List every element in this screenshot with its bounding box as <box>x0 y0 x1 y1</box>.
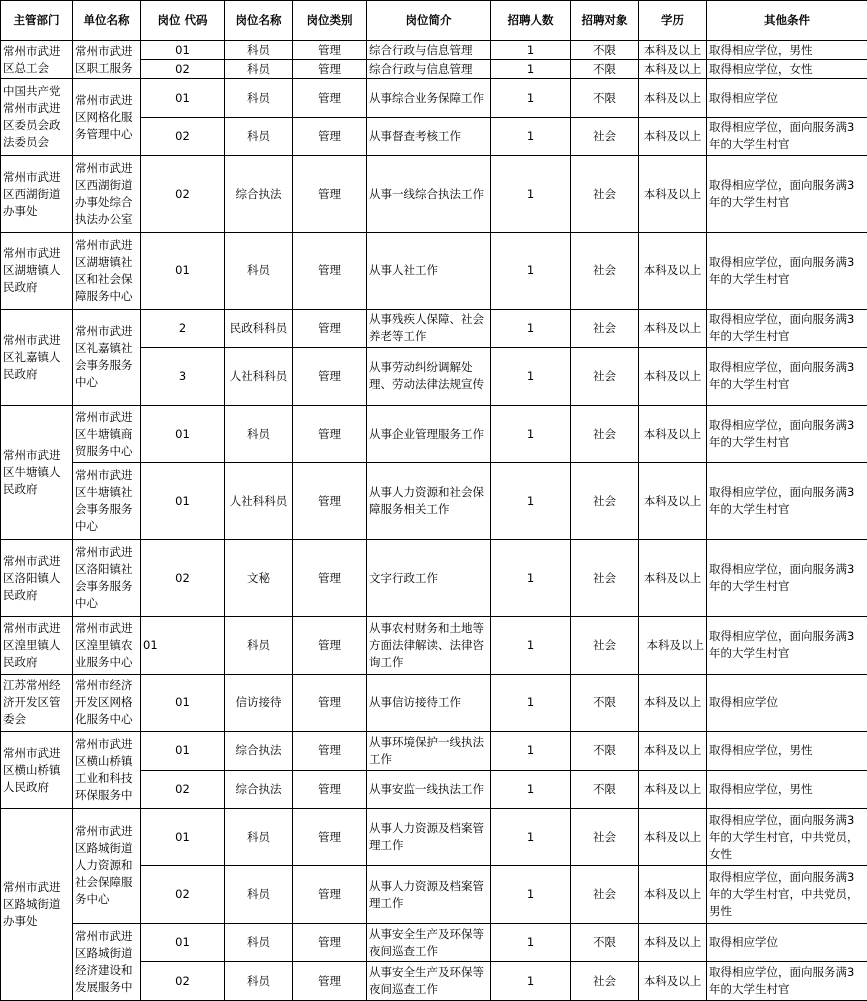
code-cell: 01 <box>141 79 225 117</box>
other-cell: 取得相应学位，男性 <box>707 770 867 808</box>
dept-cell: 常州市武进区湖塘镇人民政府 <box>1 232 73 309</box>
code-cell: 3 <box>141 348 225 406</box>
target-cell: 社会 <box>571 808 639 866</box>
category-cell: 管理 <box>293 60 367 79</box>
target-cell: 社会 <box>571 866 639 924</box>
other-cell: 取得相应学位 <box>707 79 867 117</box>
desc-cell: 从事农村财务和土地等方面法律解读、法律咨询工作 <box>367 616 491 674</box>
post-name-cell: 科员 <box>225 41 293 60</box>
table-row <box>1 232 867 309</box>
desc-cell: 从事综合业务保障工作 <box>367 79 491 117</box>
category-cell: 管理 <box>293 309 367 347</box>
edu-cell: 本科及以上 <box>639 117 707 155</box>
unit-cell: 常州市武进区礼嘉镇社会事务服务中心 <box>73 309 141 405</box>
header-other: 其他条件 <box>707 1 867 41</box>
category-cell: 管理 <box>293 232 367 309</box>
other-cell: 取得相应学位，面向服务满3年的大学生村官 <box>707 616 867 674</box>
category-cell: 管理 <box>293 117 367 155</box>
edu-cell: 本科及以上 <box>639 770 707 808</box>
other-cell: 取得相应学位，面向服务满3年的大学生村官 <box>707 540 867 617</box>
other-cell: 取得相应学位，女性 <box>707 60 867 79</box>
target-cell: 社会 <box>571 540 639 617</box>
dept-cell: 常州市武进区横山桥镇人民政府 <box>1 732 73 809</box>
category-cell: 管理 <box>293 348 367 406</box>
dept-cell: 常州市武进区总工会 <box>1 41 73 79</box>
post-name-cell: 综合执法 <box>225 732 293 770</box>
other-cell: 取得相应学位，面向服务满3年的大学生村官 <box>707 117 867 155</box>
unit-cell: 常州市武进区职工服务 <box>73 41 141 79</box>
code-cell: 02 <box>141 156 225 233</box>
code-cell: 01 <box>141 405 225 463</box>
other-cell: 取得相应学位，男性 <box>707 732 867 770</box>
target-cell: 社会 <box>571 117 639 155</box>
count-cell: 1 <box>491 463 571 540</box>
dept-cell: 常州市武进区牛塘镇人民政府 <box>1 405 73 539</box>
category-cell: 管理 <box>293 405 367 463</box>
desc-cell: 文字行政工作 <box>367 540 491 617</box>
desc-cell: 从事劳动纠纷调解处理、劳动法律法规宣传 <box>367 348 491 406</box>
target-cell: 社会 <box>571 405 639 463</box>
code-cell: 01 <box>141 463 225 540</box>
count-cell: 1 <box>491 41 571 60</box>
header-code: 岗位 代码 <box>141 1 225 41</box>
other-cell: 取得相应学位 <box>707 674 867 732</box>
target-cell: 不限 <box>571 732 639 770</box>
unit-cell: 常州市武进区牛塘镇社会事务服务中心 <box>73 463 141 540</box>
other-cell: 取得相应学位，面向服务满3年的大学生村官 <box>707 348 867 406</box>
desc-cell: 从事人力资源及档案管理工作 <box>367 808 491 866</box>
target-cell: 社会 <box>571 616 639 674</box>
other-cell: 取得相应学位，面向服务满3年的大学生村官，中共党员，女性 <box>707 808 867 866</box>
post-name-cell: 综合执法 <box>225 770 293 808</box>
header-target: 招聘对象 <box>571 1 639 41</box>
unit-cell: 常州市经济开发区网格化服务中心 <box>73 674 141 732</box>
table-row <box>1 924 867 962</box>
other-cell: 取得相应学位 <box>707 924 867 962</box>
table-row <box>1 616 867 674</box>
count-cell: 1 <box>491 232 571 309</box>
category-cell: 管理 <box>293 732 367 770</box>
header-row <box>1 1 867 41</box>
table-row <box>1 540 867 617</box>
desc-cell: 从事一线综合执法工作 <box>367 156 491 233</box>
post-name-cell: 科员 <box>225 962 293 1001</box>
table-row <box>1 732 867 770</box>
post-name-cell: 科员 <box>225 232 293 309</box>
count-cell: 1 <box>491 156 571 233</box>
category-cell: 管理 <box>293 463 367 540</box>
header-dept: 主管部门 <box>1 1 73 41</box>
edu-cell: 本科及以上 <box>639 405 707 463</box>
count-cell: 1 <box>491 309 571 347</box>
other-cell: 取得相应学位，面向服务满3年的大学生村官 <box>707 405 867 463</box>
unit-cell: 常州市武进区网格化服务管理中心 <box>73 79 141 156</box>
post-name-cell: 民政科科员 <box>225 309 293 347</box>
target-cell: 不限 <box>571 674 639 732</box>
category-cell: 管理 <box>293 616 367 674</box>
desc-cell: 从事安全生产及环保等夜间巡查工作 <box>367 962 491 1001</box>
count-cell: 1 <box>491 962 571 1001</box>
header-edu: 学历 <box>639 1 707 41</box>
desc-cell: 从事人力资源及档案管理工作 <box>367 866 491 924</box>
table-row <box>1 156 867 233</box>
table-row <box>1 309 867 347</box>
code-cell: 02 <box>141 117 225 155</box>
code-cell: 01 <box>141 732 225 770</box>
code-cell: 01 <box>141 924 225 962</box>
other-cell: 取得相应学位，面向服务满3年的大学生村官 <box>707 232 867 309</box>
target-cell: 社会 <box>571 348 639 406</box>
target-cell: 不限 <box>571 41 639 60</box>
category-cell: 管理 <box>293 79 367 117</box>
other-cell: 取得相应学位，面向服务满3年的大学生村官 <box>707 962 867 1001</box>
desc-cell: 综合行政与信息管理 <box>367 60 491 79</box>
other-cell: 取得相应学位，面向服务满3年的大学生村官 <box>707 156 867 233</box>
category-cell: 管理 <box>293 924 367 962</box>
header-category: 岗位类别 <box>293 1 367 41</box>
code-cell: 02 <box>141 866 225 924</box>
count-cell: 1 <box>491 405 571 463</box>
dept-cell: 常州市武进区西湖街道办事处 <box>1 156 73 233</box>
table-row <box>1 674 867 732</box>
other-cell: 取得相应学位，面向服务满3年的大学生村官 <box>707 309 867 347</box>
post-name-cell: 人社科科员 <box>225 463 293 540</box>
table-row <box>1 808 867 866</box>
count-cell: 1 <box>491 808 571 866</box>
desc-cell: 从事人力资源和社会保障服务相关工作 <box>367 463 491 540</box>
post-name-cell: 文秘 <box>225 540 293 617</box>
code-cell: 02 <box>141 60 225 79</box>
count-cell: 1 <box>491 866 571 924</box>
code-cell: 02 <box>141 540 225 617</box>
other-cell: 取得相应学位，面向服务满3年的大学生村官 <box>707 463 867 540</box>
post-name-cell: 科员 <box>225 808 293 866</box>
edu-cell: 本科及以上 <box>639 732 707 770</box>
target-cell: 社会 <box>571 962 639 1001</box>
unit-cell: 常州市武进区湖塘镇社区和社会保障服务中心 <box>73 232 141 309</box>
target-cell: 社会 <box>571 156 639 233</box>
post-name-cell: 科员 <box>225 616 293 674</box>
table-row <box>1 79 867 117</box>
post-name-cell: 科员 <box>225 79 293 117</box>
dept-cell: 中国共产党常州市武进区委员会政法委员会 <box>1 79 73 156</box>
desc-cell: 从事安全生产及环保等夜间巡查工作 <box>367 924 491 962</box>
dept-cell: 常州市武进区湟里镇人民政府 <box>1 616 73 674</box>
dept-cell: 常州市武进区洛阳镇人民政府 <box>1 540 73 617</box>
edu-cell: 本科及以上 <box>639 962 707 1001</box>
target-cell: 不限 <box>571 924 639 962</box>
edu-cell: 本科及以上 <box>639 41 707 60</box>
dept-cell: 常州市武进区路城街道办事处 <box>1 808 73 1000</box>
edu-cell: 本科及以上 <box>639 309 707 347</box>
count-cell: 1 <box>491 348 571 406</box>
edu-cell: 本科及以上 <box>639 60 707 79</box>
edu-cell: 本科及以上 <box>639 156 707 233</box>
edu-cell: 本科及以上 <box>639 540 707 617</box>
edu-cell: 本科及以上 <box>639 463 707 540</box>
unit-cell: 常州市武进区牛塘镇商贸服务中心 <box>73 405 141 463</box>
edu-cell: 本科及以上 <box>639 616 707 674</box>
code-cell: 2 <box>141 309 225 347</box>
target-cell: 社会 <box>571 309 639 347</box>
other-cell: 取得相应学位，面向服务满3年的大学生村官，中共党员，男性 <box>707 866 867 924</box>
unit-cell: 常州市武进区横山桥镇工业和科技环保服务中 <box>73 732 141 809</box>
desc-cell: 从事人社工作 <box>367 232 491 309</box>
code-cell: 01 <box>141 232 225 309</box>
post-name-cell: 科员 <box>225 117 293 155</box>
table-row <box>1 463 867 540</box>
count-cell: 1 <box>491 616 571 674</box>
count-cell: 1 <box>491 770 571 808</box>
unit-cell: 常州市武进区湟里镇农业服务中心 <box>73 616 141 674</box>
table-row <box>1 405 867 463</box>
target-cell: 不限 <box>571 770 639 808</box>
header-post-name: 岗位名称 <box>225 1 293 41</box>
table-row <box>1 41 867 60</box>
other-cell: 取得相应学位，男性 <box>707 41 867 60</box>
desc-cell: 从事企业管理服务工作 <box>367 405 491 463</box>
category-cell: 管理 <box>293 866 367 924</box>
post-name-cell: 科员 <box>225 405 293 463</box>
count-cell: 1 <box>491 674 571 732</box>
post-name-cell: 人社科科员 <box>225 348 293 406</box>
unit-cell: 常州市武进区西湖街道办事处综合执法办公室 <box>73 156 141 233</box>
desc-cell: 从事残疾人保障、社会养老等工作 <box>367 309 491 347</box>
code-cell: 01 <box>141 808 225 866</box>
target-cell: 不限 <box>571 79 639 117</box>
edu-cell: 本科及以上 <box>639 348 707 406</box>
code-cell: 02 <box>141 770 225 808</box>
desc-cell: 从事安监一线执法工作 <box>367 770 491 808</box>
count-cell: 1 <box>491 60 571 79</box>
code-cell: 01 <box>141 674 225 732</box>
dept-cell: 常州市武进区礼嘉镇人民政府 <box>1 309 73 405</box>
category-cell: 管理 <box>293 674 367 732</box>
category-cell: 管理 <box>293 962 367 1001</box>
category-cell: 管理 <box>293 156 367 233</box>
edu-cell: 本科及以上 <box>639 232 707 309</box>
target-cell: 不限 <box>571 60 639 79</box>
unit-cell: 常州市武进区路城街道人力资源和社会保障服务中心 <box>73 808 141 923</box>
unit-cell: 常州市武进区路城街道经济建设和发展服务中 <box>73 924 141 1001</box>
post-name-cell: 科员 <box>225 60 293 79</box>
count-cell: 1 <box>491 732 571 770</box>
code-cell: 02 <box>141 962 225 1001</box>
target-cell: 社会 <box>571 232 639 309</box>
post-name-cell: 综合执法 <box>225 156 293 233</box>
desc-cell: 从事环境保护一线执法工作 <box>367 732 491 770</box>
edu-cell: 本科及以上 <box>639 808 707 866</box>
count-cell: 1 <box>491 79 571 117</box>
header-unit: 单位名称 <box>73 1 141 41</box>
edu-cell: 本科及以上 <box>639 79 707 117</box>
category-cell: 管理 <box>293 770 367 808</box>
desc-cell: 综合行政与信息管理 <box>367 41 491 60</box>
post-name-cell: 科员 <box>225 924 293 962</box>
edu-cell: 本科及以上 <box>639 674 707 732</box>
header-count: 招聘人数 <box>491 1 571 41</box>
unit-cell: 常州市武进区洛阳镇社会事务服务中心 <box>73 540 141 617</box>
post-name-cell: 信访接待 <box>225 674 293 732</box>
category-cell: 管理 <box>293 808 367 866</box>
desc-cell: 从事督查考核工作 <box>367 117 491 155</box>
header-desc: 岗位简介 <box>367 1 491 41</box>
dept-cell: 江苏常州经济开发区管委会 <box>1 674 73 732</box>
post-name-cell: 科员 <box>225 866 293 924</box>
code-cell: 01 <box>141 41 225 60</box>
target-cell: 社会 <box>571 463 639 540</box>
category-cell: 管理 <box>293 540 367 617</box>
code-cell: 01 <box>141 616 225 674</box>
desc-cell: 从事信访接待工作 <box>367 674 491 732</box>
edu-cell: 本科及以上 <box>639 866 707 924</box>
count-cell: 1 <box>491 924 571 962</box>
count-cell: 1 <box>491 540 571 617</box>
count-cell: 1 <box>491 117 571 155</box>
edu-cell: 本科及以上 <box>639 924 707 962</box>
category-cell: 管理 <box>293 41 367 60</box>
